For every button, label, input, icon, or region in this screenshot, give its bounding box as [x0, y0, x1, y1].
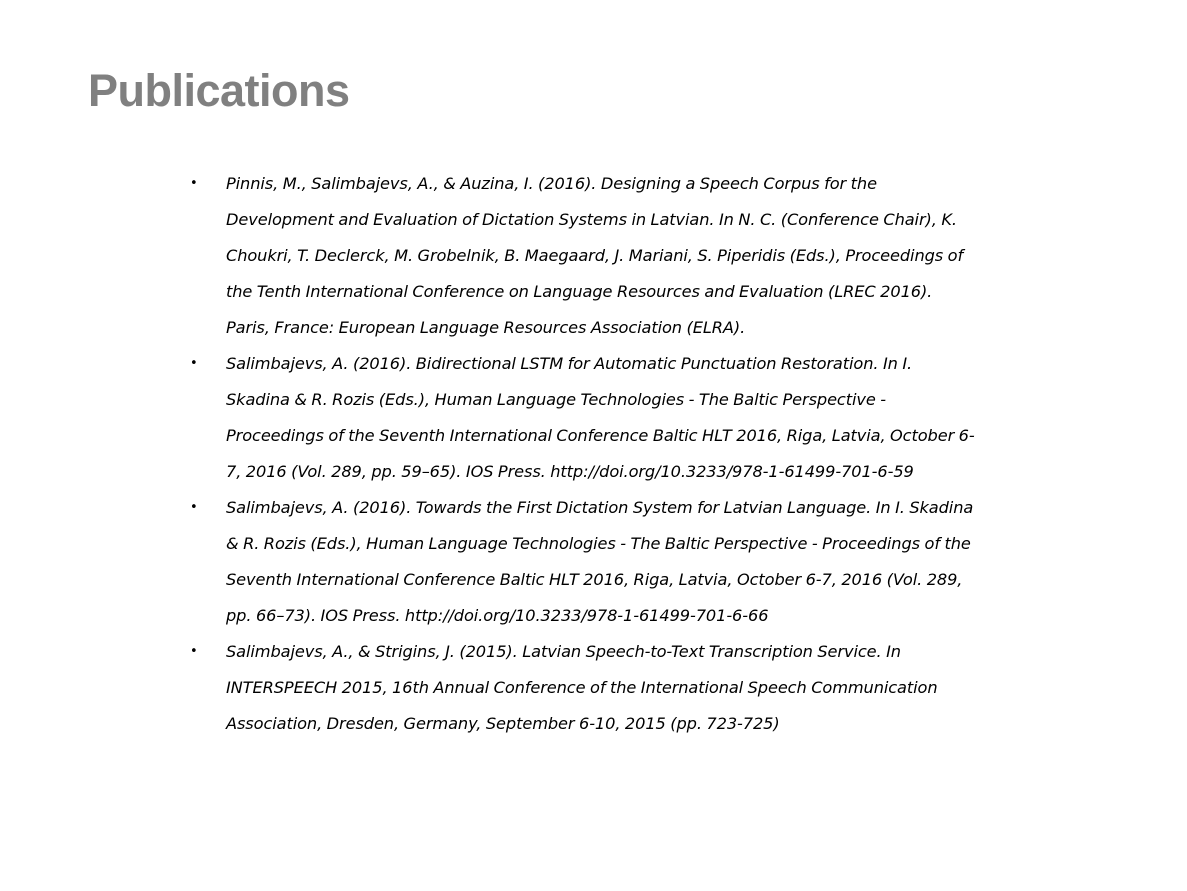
publication-citation: Pinnis, M., Salimbajevs, A., & Auzina, I. (2016). Designing a Speech Corpus for the Development and Evaluation of Dictation Systems in Latvian. In N. C. (Conference Chair), K. Choukri, T. Declerck, M. Grobelnik, B. Maegaard, J. Mariani, S. Piperidis (Eds.), Proceedings of the Tenth International Conference on Language Resources and Evaluation (LREC 2016). Paris, France: European Language Resources Association (ELRA).	[226, 174, 964, 337]
bullet-icon: •	[190, 644, 198, 659]
bullet-icon: •	[190, 176, 198, 191]
publication-citation: Salimbajevs, A. (2016). Towards the First Dictation System for Latvian Language. In I. Skadina & R. Rozis (Eds.), Human Language Technologies - The Baltic Perspective - Proceedings of the Seventh International Conference Baltic HLT 2016, Riga, Latvia, October 6-7, 2016 (Vol. 289, pp. 66–73). IOS Press. http://doi.org/10.3233/978-1-61499-701-6-66	[226, 498, 974, 625]
publication-item	[190, 346, 980, 490]
publication-item	[190, 490, 980, 634]
publication-item	[190, 166, 980, 346]
bullet-icon: •	[190, 500, 198, 515]
publication-citation: Salimbajevs, A., & Strigins, J. (2015). Latvian Speech-to-Text Transcription Service. In INTERSPEECH 2015, 16th Annual Conference of the International Speech Communication Association, Dresden, Germany, September 6-10, 2015 (pp. 723-725)	[226, 642, 938, 733]
bullet-icon: •	[190, 356, 198, 371]
page-title: Publications	[88, 65, 350, 116]
publication-citation: Salimbajevs, A. (2016). Bidirectional LSTM for Automatic Punctuation Restoration. In I. Skadina & R. Rozis (Eds.), Human Language Technologies - The Baltic Perspective - Proceedings of the Seventh International Conference Baltic HLT 2016, Riga, Latvia, October 6-7, 2016 (Vol. 289, pp. 59–65). IOS Press. http://doi.org/10.3233/978-1-61499-701-6-59	[226, 354, 975, 481]
publication-item	[190, 634, 980, 742]
publication-list	[190, 166, 980, 742]
